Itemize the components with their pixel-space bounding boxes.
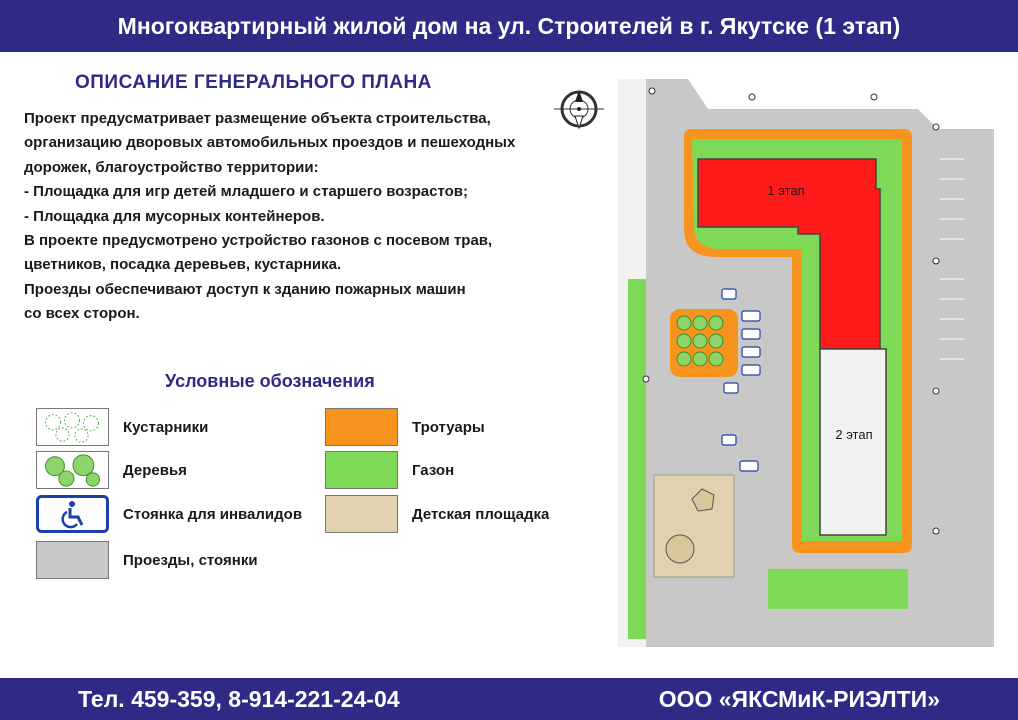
playground-area	[654, 475, 734, 577]
site-plan	[618, 79, 994, 647]
description-line: - Площадка для мусорных контейнеров.	[24, 207, 325, 225]
contact-phone: Тел. 459-359, 8-914-221-24-04	[78, 686, 400, 712]
footer-bar	[0, 678, 1018, 720]
lawn-swatch	[325, 451, 398, 489]
legend-label: Кустарники	[123, 418, 209, 436]
trees-group	[677, 316, 723, 366]
legend-label: Деревья	[123, 461, 187, 479]
sidewalks-swatch	[325, 408, 398, 446]
building-stage-2	[820, 349, 886, 535]
description-line: организацию дворовых автомобильных проездов и пешеходных	[24, 134, 516, 152]
lawn-strip	[768, 569, 908, 609]
playground-element	[666, 535, 694, 563]
legend-label: Детская площадка	[412, 505, 550, 523]
compass-icon	[548, 86, 610, 132]
legend-item-shrubs	[36, 408, 208, 446]
roads-swatch	[36, 541, 109, 579]
playground-swatch	[325, 495, 398, 533]
description-line: Проезды обеспечивают доступ к зданию пожарных машин	[24, 280, 466, 298]
description-line: цветников, посадка деревьев, кустарника.	[24, 256, 342, 274]
legend-label: Проезды, стоянки	[123, 551, 258, 569]
description-line: дорожек, благоустройство территории:	[24, 158, 319, 176]
trees-swatch-icon	[36, 451, 109, 489]
page-title: Многоквартирный жилой дом на ул. Строителей в г. Якутске (1 этап)	[117, 12, 901, 39]
description-line: - Площадка для игр детей младшего и старшего возрастов;	[24, 183, 469, 201]
legend-label: Тротуары	[412, 418, 485, 436]
shrubs-swatch-icon	[36, 408, 109, 446]
lawn-strip	[628, 279, 646, 639]
description-line: В проекте предусмотрено устройство газонов с посевом трав,	[24, 231, 493, 249]
description-title: ОПИСАНИЕ ГЕНЕРАЛЬНОГО ПЛАНА	[75, 72, 432, 93]
legend-label: Газон	[412, 461, 455, 479]
description-line: со всех сторон.	[24, 305, 140, 323]
legend-title: Условные обозначения	[165, 371, 375, 391]
company-name: ООО «ЯКСМиК-РИЭЛТИ»	[658, 686, 940, 712]
description-line: Проект предусматривает размещение объекта строительства,	[24, 110, 491, 127]
legend-item-disabled-parking	[36, 495, 302, 533]
header-bar	[0, 0, 1018, 52]
legend-item-lawn	[325, 451, 454, 489]
legend-item-trees	[36, 451, 187, 489]
legend-item-playground	[325, 495, 549, 533]
legend-item-sidewalks	[325, 408, 485, 446]
stage-2-label: 2 этап	[835, 427, 873, 442]
legend-item-roads	[36, 541, 258, 579]
description-text	[24, 107, 524, 327]
legend-label: Стоянка для инвалидов	[123, 505, 303, 523]
stage-1-label: 1 этап	[767, 183, 805, 198]
disabled-parking-icon	[36, 495, 109, 533]
